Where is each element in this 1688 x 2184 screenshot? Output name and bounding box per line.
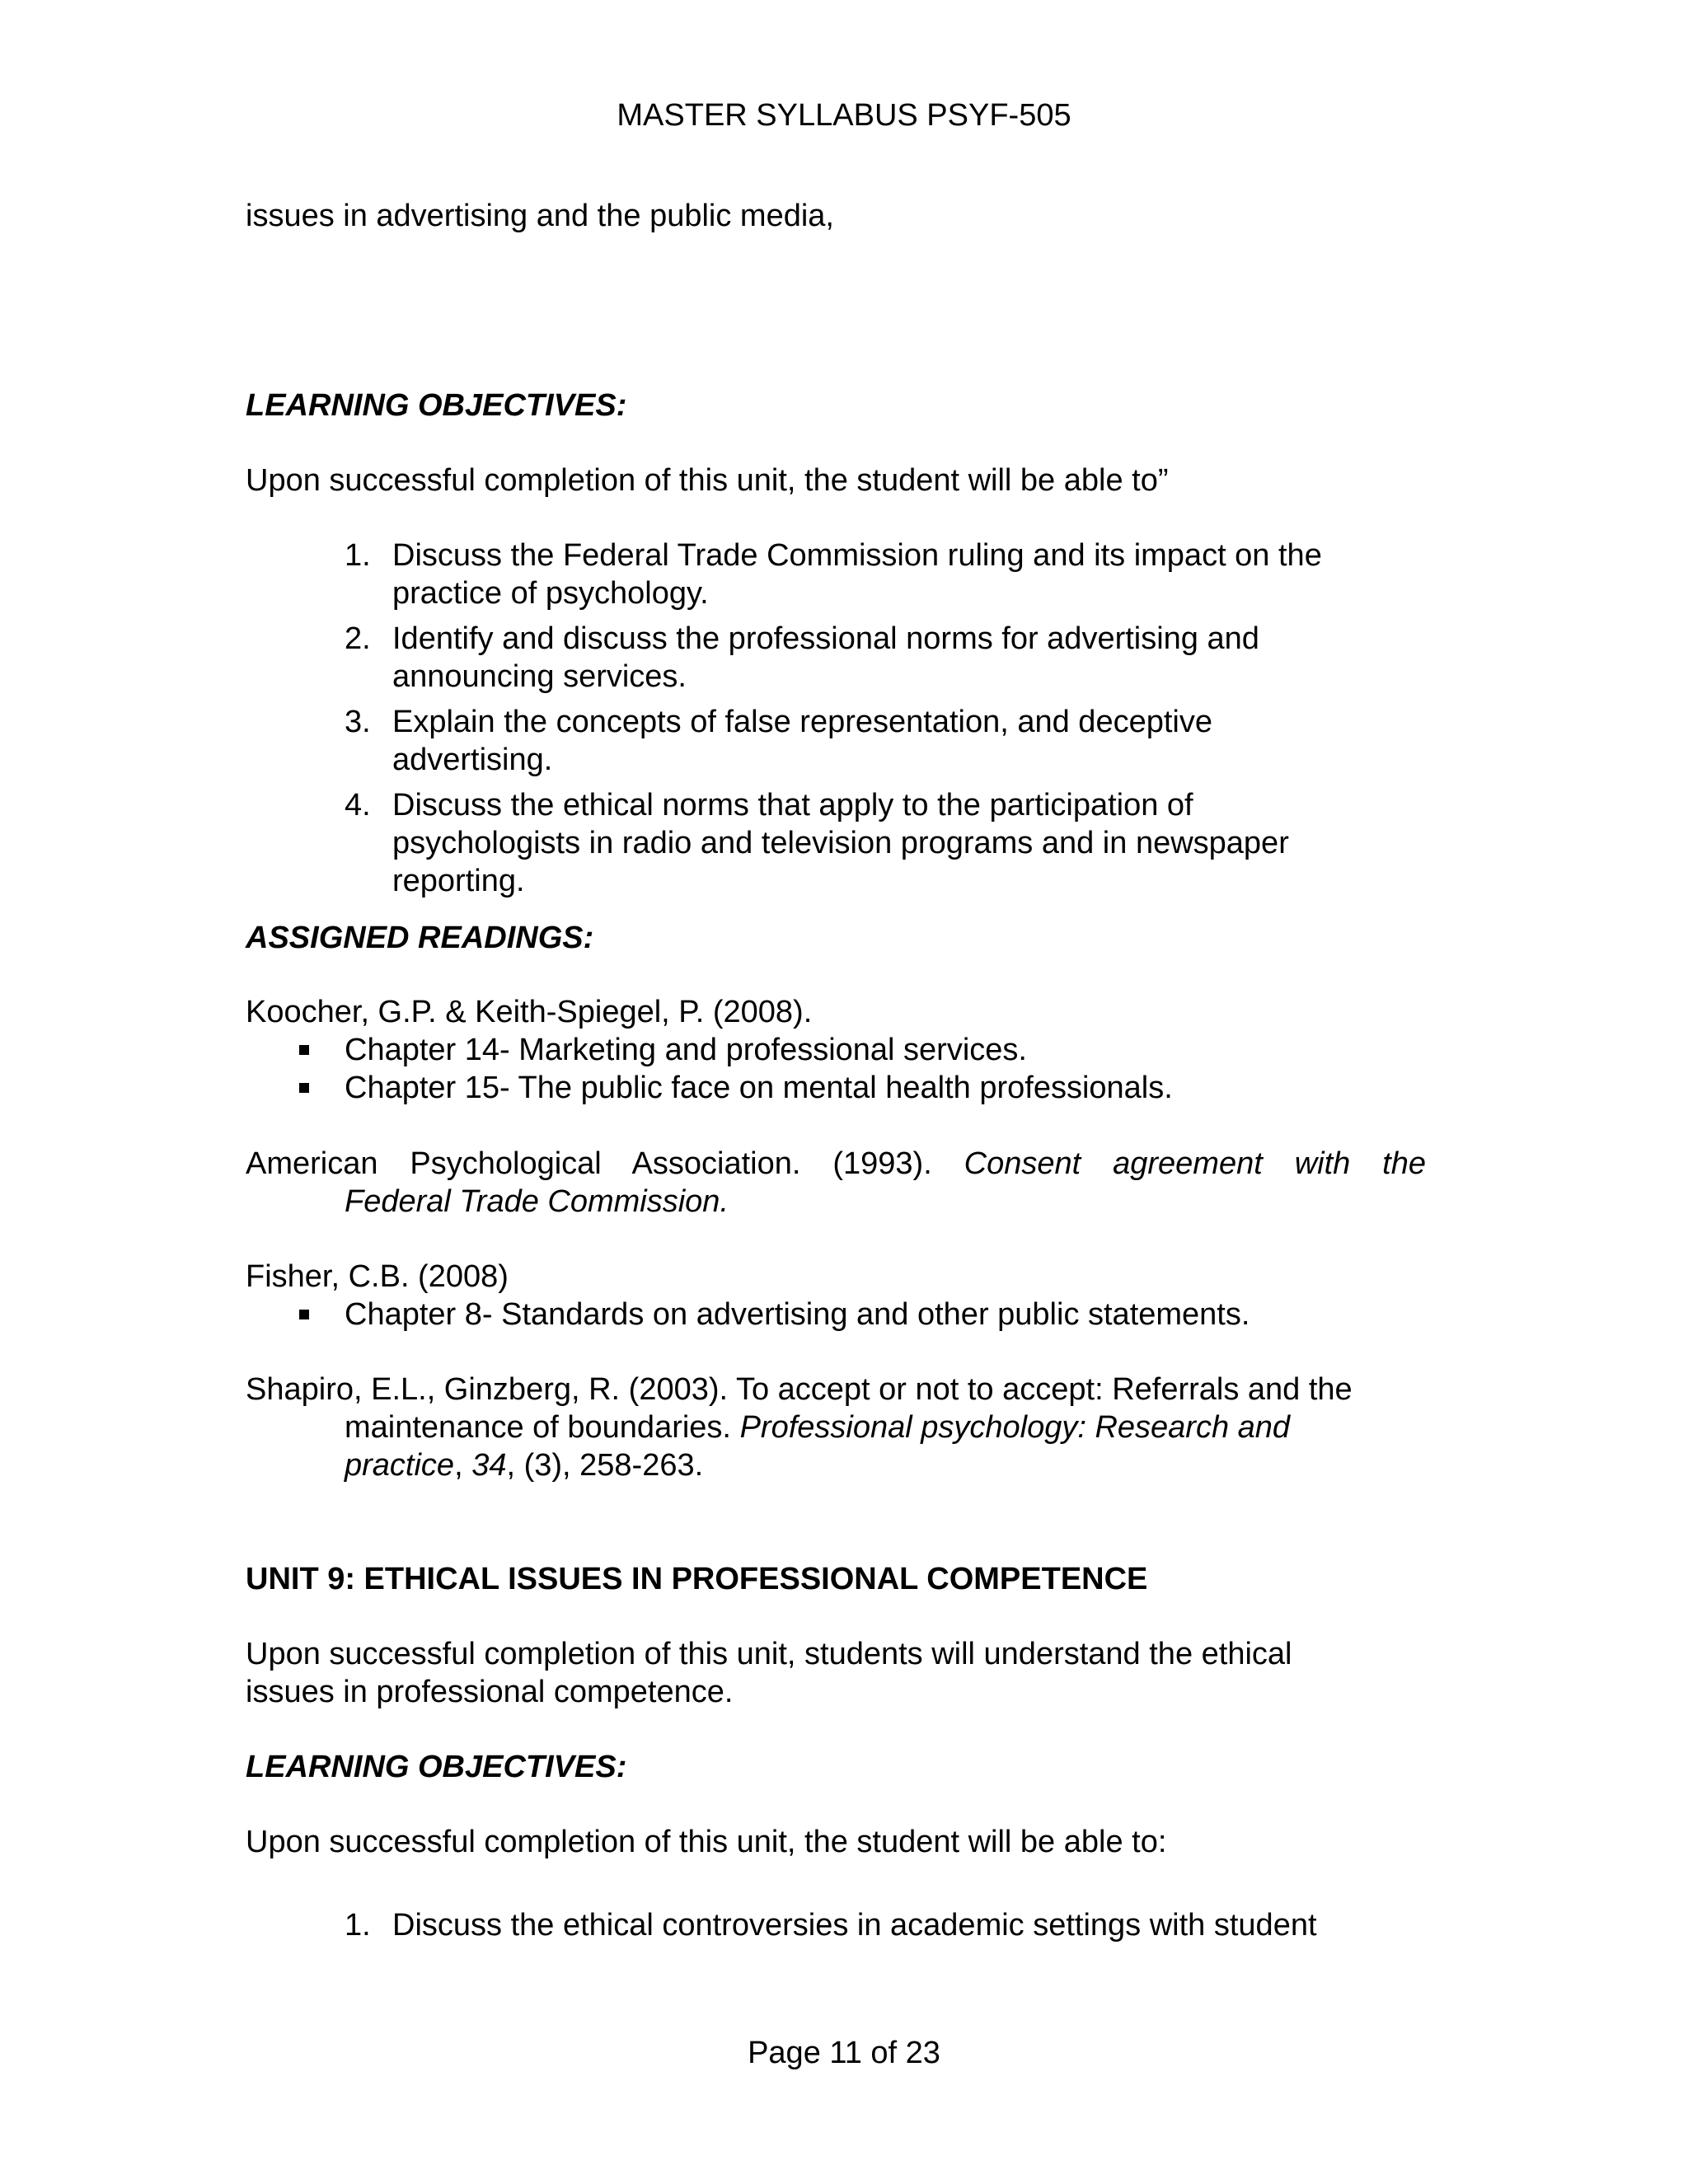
fisher-chapter-list: [295, 1296, 1250, 1333]
chapter-text: Chapter 8- Standards on advertising and other public statements.: [345, 1297, 1250, 1332]
objectives-lead: Upon successful completion of this unit, the student will be able to”: [246, 463, 1169, 498]
apa-reference-line1: [246, 1145, 1426, 1183]
list-number: 1.: [345, 1908, 371, 1943]
apa-reference-line2: [246, 1183, 1426, 1221]
list-item: [345, 786, 1449, 900]
objective-text: Discuss the Federal Trade Commission ruling and its impact on the: [392, 538, 1322, 573]
unit9-heading: UNIT 9: ETHICAL ISSUES IN PROFESSIONAL COMPETENCE: [246, 1562, 1148, 1596]
list-item: [295, 1031, 1173, 1069]
shapiro-reference: [246, 1371, 1426, 1484]
page-header: MASTER SYLLABUS PSYF-505: [617, 98, 1071, 133]
chapter-text: Chapter 15- The public face on mental health professionals.: [345, 1071, 1173, 1105]
unit9-objectives-list: [345, 1906, 1449, 1952]
learning-objectives-heading: LEARNING OBJECTIVES:: [246, 388, 627, 423]
shapiro-reference-line3: [246, 1446, 1426, 1484]
objective-text: advertising.: [392, 743, 553, 777]
square-bullet-icon: [299, 1310, 309, 1319]
chapter-text: Chapter 14- Marketing and professional services.: [345, 1033, 1027, 1067]
unit9-objectives-lead: Upon successful completion of this unit, the student will be able to:: [246, 1825, 1167, 1859]
objective-text: psychologists in radio and television programs and in newspaper: [392, 826, 1289, 860]
shapiro-journal-continued: practice: [345, 1448, 455, 1483]
objective-text: reporting.: [392, 864, 525, 898]
objective-text: Explain the concepts of false representation, and deceptive: [392, 705, 1212, 739]
list-item: [345, 1906, 1449, 1944]
list-item: [345, 537, 1449, 612]
unit9-description: [246, 1635, 1292, 1711]
apa-author: American Psychological Association. (1993).: [246, 1146, 932, 1181]
shapiro-pages: , (3), 258-263.: [506, 1448, 704, 1483]
apa-title-continued: Federal Trade Commission.: [345, 1184, 729, 1219]
square-bullet-icon: [299, 1083, 309, 1093]
list-item: [295, 1296, 1250, 1333]
page-number: Page 11 of 23: [748, 2036, 940, 2070]
apa-title: Consent agreement with the: [964, 1146, 1427, 1181]
objective-text: practice of psychology.: [392, 576, 709, 611]
objective-text: Discuss the ethical norms that apply to the participation of: [392, 788, 1193, 823]
unit9-description-line2: issues in professional competence.: [246, 1675, 734, 1709]
unit9-objectives-heading: LEARNING OBJECTIVES:: [246, 1750, 627, 1784]
list-number: 1.: [345, 538, 371, 573]
koocher-chapter-list: [295, 1031, 1173, 1107]
koocher-citation: Koocher, G.P. & Keith-Spiegel, P. (2008).: [246, 995, 813, 1029]
apa-reference: [246, 1145, 1426, 1221]
shapiro-reference-line1: Shapiro, E.L., Ginzberg, R. (2003). To accept or not to accept: Referrals and the: [246, 1372, 1353, 1407]
list-item: [345, 620, 1449, 696]
objectives-list: [345, 537, 1449, 907]
list-number: 3.: [345, 705, 371, 739]
shapiro-title: maintenance of boundaries.: [345, 1410, 731, 1445]
square-bullet-icon: [299, 1045, 309, 1055]
shapiro-separator: ,: [454, 1448, 472, 1483]
shapiro-reference-line2: [246, 1408, 1426, 1446]
list-number: 2.: [345, 621, 371, 656]
list-number: 4.: [345, 788, 371, 823]
list-item: [295, 1069, 1173, 1107]
unit9-description-line1: Upon successful completion of this unit, students will understand the ethical: [246, 1637, 1292, 1671]
assigned-readings-heading: ASSIGNED READINGS:: [246, 921, 594, 955]
objective-text: Identify and discuss the professional norms for advertising and: [392, 621, 1259, 656]
intro-fragment: issues in advertising and the public media,: [246, 199, 834, 233]
shapiro-journal: Professional psychology: Research and: [739, 1410, 1291, 1445]
shapiro-volume: 34: [471, 1448, 507, 1483]
objective-text: announcing services.: [392, 659, 687, 694]
list-item: [345, 703, 1449, 779]
fisher-citation: Fisher, C.B. (2008): [246, 1259, 509, 1294]
objective-text: Discuss the ethical controversies in academic settings with student: [392, 1908, 1317, 1943]
